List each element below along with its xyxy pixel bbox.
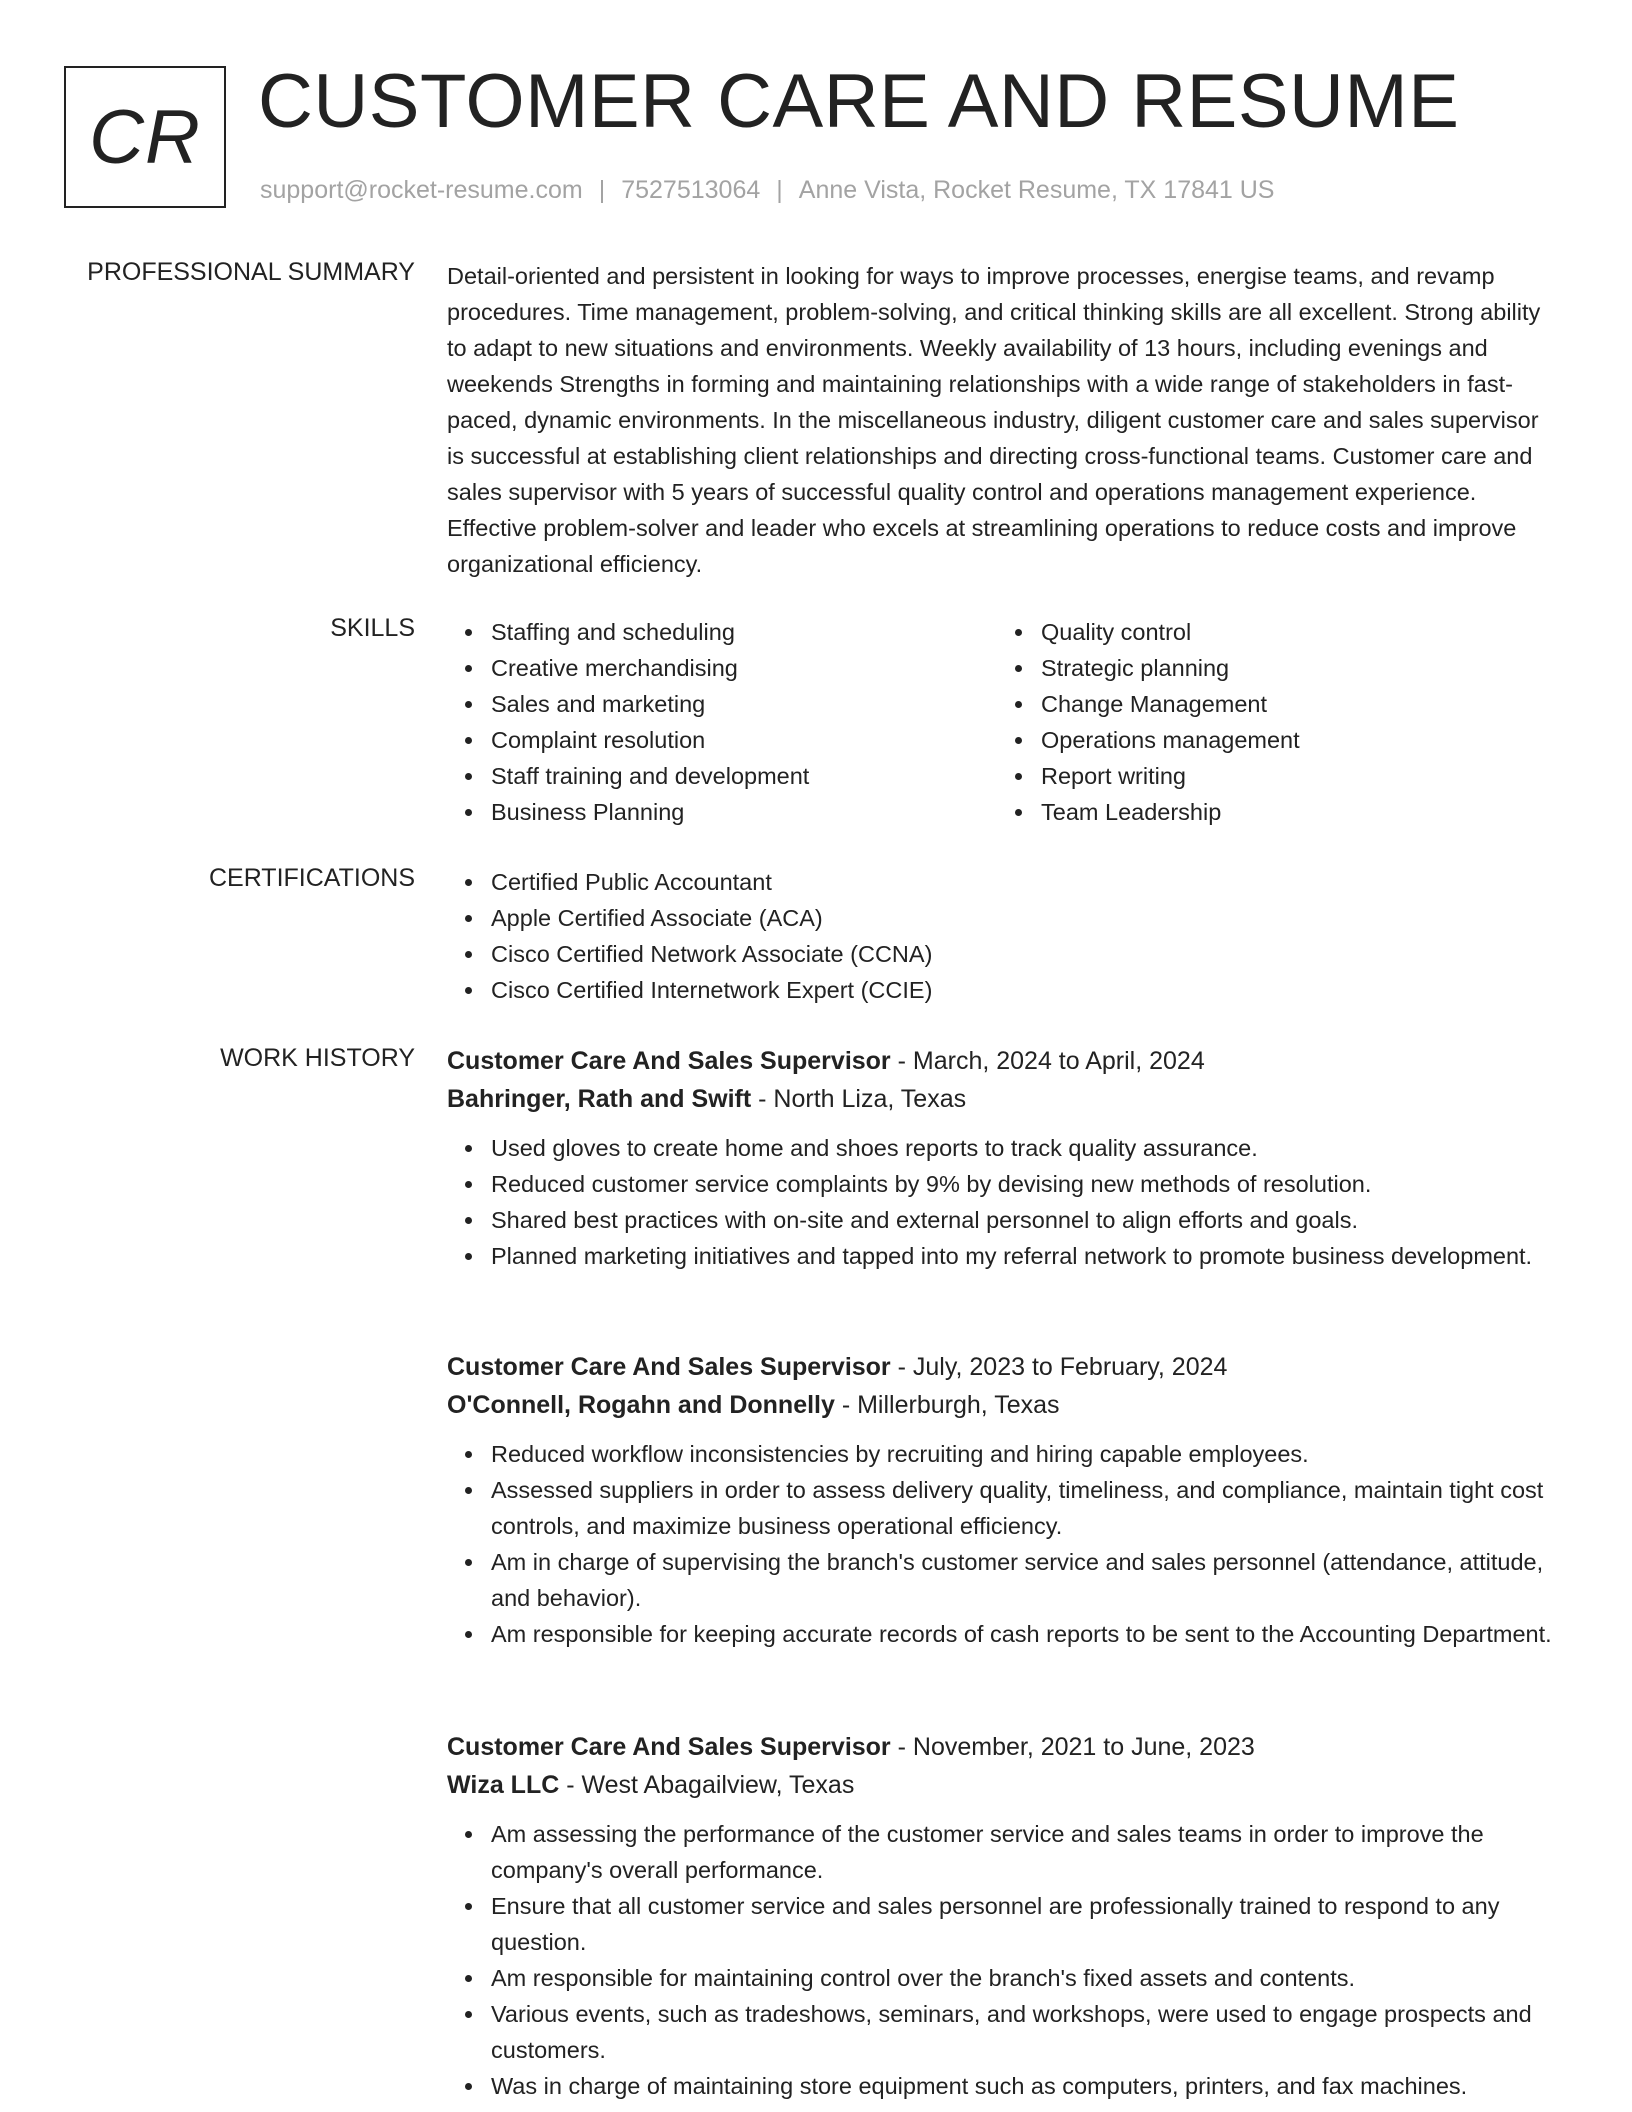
job-company: O'Connell, Rogahn and Donnelly (447, 1391, 835, 1419)
job-company-line (447, 1386, 1562, 1424)
contact-email[interactable]: support@rocket-resume.com (260, 176, 583, 204)
job-bullets (447, 1436, 1562, 1652)
skill-item: Complaint resolution (491, 722, 997, 758)
job-bullet: Ensure that all customer service and sales personnel are professionally trained to respond to any question. (491, 1888, 1562, 1960)
contact-line (260, 176, 1275, 205)
certification-item: Certified Public Accountant (491, 864, 1562, 900)
job-role-line (447, 1348, 1562, 1386)
skill-item: Change Management (1041, 686, 1547, 722)
job-bullet: Assessed suppliers in order to assess delivery quality, timeliness, and compliance, maintain tight cost controls, and maximize business operational efficiency. (491, 1472, 1562, 1544)
job-bullets (447, 1816, 1562, 2104)
job-role: Customer Care And Sales Supervisor (447, 1047, 891, 1075)
job-bullet: Reduced customer service complaints by 9% by devising new methods of resolution. (491, 1166, 1562, 1202)
certifications-list (447, 864, 1562, 1008)
resume-name: CUSTOMER CARE AND RESUME (258, 59, 1460, 144)
skill-item: Team Leadership (1041, 794, 1547, 830)
job-bullet: Am in charge of supervising the branch's customer service and sales personnel (attendance, attitude, and behavior). (491, 1544, 1562, 1616)
job-bullet: Used gloves to create home and shoes reports to track quality assurance. (491, 1130, 1562, 1166)
monogram-logo: CR (64, 66, 226, 208)
job-dates: - November, 2021 to June, 2023 (890, 1733, 1255, 1761)
skills-column-left (447, 614, 997, 830)
skill-item: Business Planning (491, 794, 997, 830)
contact-separator: | (598, 176, 606, 204)
skill-item: Creative merchandising (491, 650, 997, 686)
job-bullet: Various events, such as tradeshows, seminars, and workshops, were used to engage prospects and customers. (491, 1996, 1562, 2068)
certifications-title: CERTIFICATIONS (208, 864, 415, 892)
skills-column-right (997, 614, 1547, 830)
job-entry (447, 1042, 1562, 1274)
certifications-body (447, 864, 1562, 1008)
skill-item: Operations management (1041, 722, 1547, 758)
skills-list-right (997, 614, 1547, 830)
job-location: - Millerburgh, Texas (834, 1391, 1060, 1419)
work-history-title: WORK HISTORY (220, 1044, 415, 1072)
skill-item: Strategic planning (1041, 650, 1547, 686)
certification-item: Cisco Certified Internetwork Expert (CCIE) (491, 972, 1562, 1008)
job-bullet: Am assessing the performance of the customer service and sales teams in order to improve the company's overall performance. (491, 1816, 1562, 1888)
contact-phone[interactable]: 7527513064 (621, 176, 761, 204)
job-entry (447, 1728, 1562, 2104)
job-role: Customer Care And Sales Supervisor (447, 1733, 891, 1761)
job-location: - West Abagailview, Texas (559, 1771, 855, 1799)
skill-item: Report writing (1041, 758, 1547, 794)
job-bullet: Reduced workflow inconsistencies by recruiting and hiring capable employees. (491, 1436, 1562, 1472)
summary-text: Detail-oriented and persistent in looking for ways to improve processes, energise teams, and revamp procedures. Time management, problem-solving, and critical thinking skills are all excellent. Strong ability to adapt to new situations and environments. Weekly availability of 13 hours, including evenings and weekends Strengths in forming and maintaining relationships with a wide range of stakeholders in fast-paced, dynamic environments. In the miscellaneous industry, diligent customer care and sales supervisor is successful at establishing client relationships and directing cross-functional teams. Customer care and sales supervisor with 5 years of successful quality control and operations management experience. Effective problem-solver and leader who excels at streamlining operations to reduce costs and improve organizational efficiency. (447, 263, 1541, 577)
contact-separator: | (776, 176, 783, 204)
skill-item: Staff training and development (491, 758, 997, 794)
job-role-line (447, 1042, 1562, 1080)
skills-title: SKILLS (330, 614, 415, 642)
certification-item: Cisco Certified Network Associate (CCNA) (491, 936, 1562, 972)
job-company-line (447, 1766, 1562, 1804)
job-bullet: Am responsible for keeping accurate records of cash reports to be sent to the Accounting Department. (491, 1616, 1562, 1652)
summary-body (447, 258, 1562, 582)
skill-item: Quality control (1041, 614, 1547, 650)
contact-address: Anne Vista, Rocket Resume, TX 17841 US (798, 176, 1275, 204)
skill-item: Sales and marketing (491, 686, 997, 722)
job-location: - North Liza, Texas (751, 1085, 967, 1113)
job-company: Bahringer, Rath and Swift (447, 1085, 752, 1113)
job-bullet: Planned marketing initiatives and tapped into my referral network to promote business development. (491, 1238, 1562, 1274)
skills-grid (447, 614, 1562, 830)
skill-item: Staffing and scheduling (491, 614, 997, 650)
job-dates: - March, 2024 to April, 2024 (890, 1047, 1205, 1075)
job-bullet: Am responsible for maintaining control over the branch's fixed assets and contents. (491, 1960, 1562, 1996)
job-entry (447, 1348, 1562, 1652)
job-dates: - July, 2023 to February, 2024 (890, 1353, 1228, 1381)
job-company: Wiza LLC (447, 1771, 560, 1799)
job-role: Customer Care And Sales Supervisor (447, 1353, 891, 1381)
job-bullet: Shared best practices with on-site and external personnel to align efforts and goals. (491, 1202, 1562, 1238)
skills-list-left (447, 614, 997, 830)
job-company-line (447, 1080, 1562, 1118)
job-role-line (447, 1728, 1562, 1766)
job-bullet: Was in charge of maintaining store equipment such as computers, printers, and fax machines. (491, 2068, 1562, 2104)
job-bullets (447, 1130, 1562, 1274)
summary-title: PROFESSIONAL SUMMARY (87, 258, 415, 286)
certification-item: Apple Certified Associate (ACA) (491, 900, 1562, 936)
